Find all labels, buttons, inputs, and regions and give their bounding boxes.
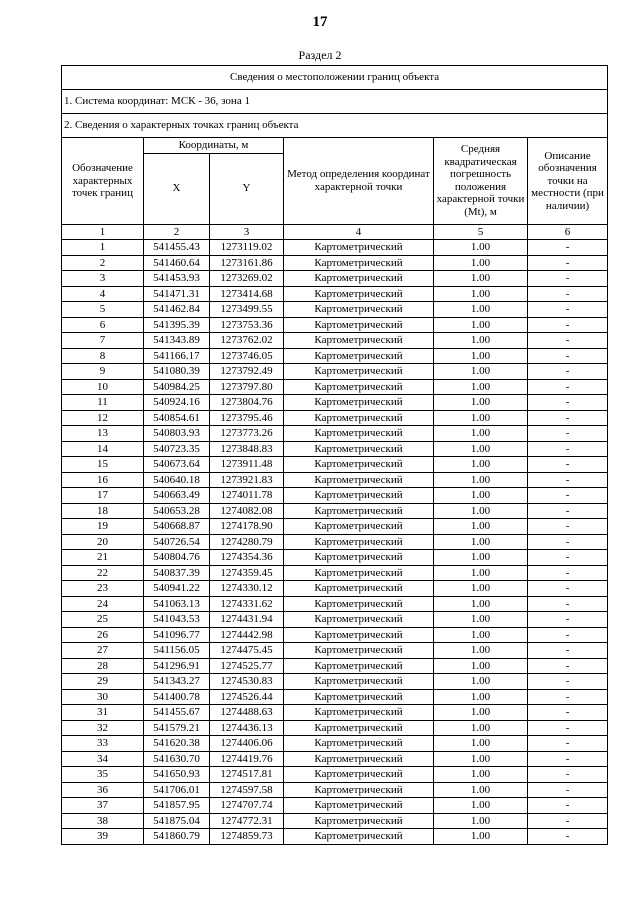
coord-y: 1273773.26	[210, 426, 284, 442]
header-error: Средняя квадратическая погрешность положения характерной точки (Mt), м	[434, 138, 528, 225]
method: Картометрический	[284, 333, 434, 349]
description: -	[528, 767, 608, 783]
error-mt: 1.00	[434, 379, 528, 395]
coord-x: 540726.54	[144, 534, 210, 550]
method: Картометрический	[284, 255, 434, 271]
point-number: 12	[62, 410, 144, 426]
point-number: 10	[62, 379, 144, 395]
description: -	[528, 348, 608, 364]
table-row	[62, 302, 608, 318]
coord-x: 541096.77	[144, 627, 210, 643]
method: Картометрический	[284, 286, 434, 302]
error-mt: 1.00	[434, 813, 528, 829]
coord-y: 1274597.58	[210, 782, 284, 798]
description: -	[528, 736, 608, 752]
table-row	[62, 674, 608, 690]
header-row-1	[62, 138, 608, 154]
error-mt: 1.00	[434, 782, 528, 798]
header-designation: Обозначение характерных точек границ	[62, 138, 144, 225]
method: Картометрический	[284, 240, 434, 256]
coord-x: 541343.89	[144, 333, 210, 349]
description: -	[528, 488, 608, 504]
point-number: 19	[62, 519, 144, 535]
coord-y: 1274082.08	[210, 503, 284, 519]
error-mt: 1.00	[434, 426, 528, 442]
error-mt: 1.00	[434, 255, 528, 271]
description: -	[528, 240, 608, 256]
description: -	[528, 813, 608, 829]
method: Картометрический	[284, 302, 434, 318]
table-row	[62, 720, 608, 736]
table-row	[62, 333, 608, 349]
header-coordinates: Координаты, м	[144, 138, 284, 154]
coord-y: 1274442.98	[210, 627, 284, 643]
error-mt: 1.00	[434, 751, 528, 767]
description: -	[528, 550, 608, 566]
method: Картометрический	[284, 457, 434, 473]
description: -	[528, 441, 608, 457]
point-number: 28	[62, 658, 144, 674]
coord-x: 541706.01	[144, 782, 210, 798]
coord-y: 1273797.80	[210, 379, 284, 395]
method: Картометрический	[284, 379, 434, 395]
coord-x: 541343.27	[144, 674, 210, 690]
table-row	[62, 643, 608, 659]
method: Картометрический	[284, 596, 434, 612]
column-number: 2	[144, 224, 210, 240]
error-mt: 1.00	[434, 798, 528, 814]
table-row	[62, 596, 608, 612]
coord-y: 1274359.45	[210, 565, 284, 581]
coord-y: 1273119.02	[210, 240, 284, 256]
point-number: 11	[62, 395, 144, 411]
table-row	[62, 813, 608, 829]
description: -	[528, 829, 608, 845]
point-number: 31	[62, 705, 144, 721]
method: Картометрический	[284, 720, 434, 736]
table-row	[62, 705, 608, 721]
point-number: 16	[62, 472, 144, 488]
table-row	[62, 395, 608, 411]
coord-x: 541860.79	[144, 829, 210, 845]
description: -	[528, 705, 608, 721]
coord-y: 1274526.44	[210, 689, 284, 705]
coord-y: 1274475.45	[210, 643, 284, 659]
error-mt: 1.00	[434, 472, 528, 488]
coord-y: 1274406.06	[210, 736, 284, 752]
column-number: 1	[62, 224, 144, 240]
table-row	[62, 612, 608, 628]
coord-x: 541620.38	[144, 736, 210, 752]
description: -	[528, 457, 608, 473]
coord-y: 1274707.74	[210, 798, 284, 814]
method: Картометрический	[284, 643, 434, 659]
table-row	[62, 317, 608, 333]
method: Картометрический	[284, 798, 434, 814]
error-mt: 1.00	[434, 720, 528, 736]
header-method: Метод определения координат характерной точки	[284, 138, 434, 225]
table-row	[62, 457, 608, 473]
point-number: 37	[62, 798, 144, 814]
point-number: 32	[62, 720, 144, 736]
method: Картометрический	[284, 689, 434, 705]
method: Картометрический	[284, 395, 434, 411]
point-number: 5	[62, 302, 144, 318]
method: Картометрический	[284, 736, 434, 752]
description: -	[528, 798, 608, 814]
method: Картометрический	[284, 348, 434, 364]
error-mt: 1.00	[434, 581, 528, 597]
method: Картометрический	[284, 271, 434, 287]
method: Картометрический	[284, 441, 434, 457]
boundary-points-table	[61, 65, 608, 845]
coord-x: 540640.18	[144, 472, 210, 488]
method: Картометрический	[284, 550, 434, 566]
coord-y: 1274530.83	[210, 674, 284, 690]
coord-y: 1273269.02	[210, 271, 284, 287]
method: Картометрический	[284, 612, 434, 628]
table-row	[62, 488, 608, 504]
coord-x: 541296.91	[144, 658, 210, 674]
point-number: 17	[62, 488, 144, 504]
coord-x: 540668.87	[144, 519, 210, 535]
point-number: 24	[62, 596, 144, 612]
method: Картометрический	[284, 767, 434, 783]
coord-x: 540854.61	[144, 410, 210, 426]
coord-y: 1273762.02	[210, 333, 284, 349]
table-row	[62, 286, 608, 302]
point-number: 13	[62, 426, 144, 442]
table-row	[62, 627, 608, 643]
point-number: 8	[62, 348, 144, 364]
error-mt: 1.00	[434, 689, 528, 705]
point-number: 18	[62, 503, 144, 519]
error-mt: 1.00	[434, 457, 528, 473]
coord-y: 1274488.63	[210, 705, 284, 721]
coord-y: 1273499.55	[210, 302, 284, 318]
description: -	[528, 534, 608, 550]
point-number: 39	[62, 829, 144, 845]
coord-y: 1274331.62	[210, 596, 284, 612]
point-number: 1	[62, 240, 144, 256]
table-row	[62, 767, 608, 783]
coord-y: 1273848.83	[210, 441, 284, 457]
table-row	[62, 255, 608, 271]
points-title-row	[62, 114, 608, 138]
coord-x: 541650.93	[144, 767, 210, 783]
description: -	[528, 302, 608, 318]
method: Картометрический	[284, 565, 434, 581]
table-row	[62, 782, 608, 798]
method: Картометрический	[284, 488, 434, 504]
coord-x: 540803.93	[144, 426, 210, 442]
error-mt: 1.00	[434, 333, 528, 349]
table-row	[62, 829, 608, 845]
description: -	[528, 379, 608, 395]
method: Картометрический	[284, 829, 434, 845]
coord-x: 541395.39	[144, 317, 210, 333]
table-row	[62, 271, 608, 287]
description: -	[528, 674, 608, 690]
table-row	[62, 689, 608, 705]
error-mt: 1.00	[434, 271, 528, 287]
point-number: 9	[62, 364, 144, 380]
coord-y: 1274436.13	[210, 720, 284, 736]
description: -	[528, 581, 608, 597]
description: -	[528, 627, 608, 643]
point-number: 23	[62, 581, 144, 597]
method: Картометрический	[284, 705, 434, 721]
table-row	[62, 441, 608, 457]
point-number: 7	[62, 333, 144, 349]
coord-x: 541156.05	[144, 643, 210, 659]
coord-y: 1273753.36	[210, 317, 284, 333]
table-row	[62, 426, 608, 442]
column-number: 3	[210, 224, 284, 240]
table-row	[62, 410, 608, 426]
coord-x: 540941.22	[144, 581, 210, 597]
error-mt: 1.00	[434, 829, 528, 845]
coord-y: 1274354.36	[210, 550, 284, 566]
coord-x: 541166.17	[144, 348, 210, 364]
coord-x: 541455.67	[144, 705, 210, 721]
table-row	[62, 379, 608, 395]
header-y: Y	[210, 153, 284, 224]
error-mt: 1.00	[434, 550, 528, 566]
description: -	[528, 255, 608, 271]
point-number: 21	[62, 550, 144, 566]
coord-x: 541857.95	[144, 798, 210, 814]
coord-y: 1274517.81	[210, 767, 284, 783]
coord-x: 541453.93	[144, 271, 210, 287]
coord-x: 541400.78	[144, 689, 210, 705]
description: -	[528, 643, 608, 659]
method: Картометрический	[284, 410, 434, 426]
coord-x: 541471.31	[144, 286, 210, 302]
point-number: 38	[62, 813, 144, 829]
coord-x: 541043.53	[144, 612, 210, 628]
method: Картометрический	[284, 627, 434, 643]
description: -	[528, 410, 608, 426]
coord-x: 540653.28	[144, 503, 210, 519]
coord-y: 1274772.31	[210, 813, 284, 829]
coord-system: 1. Система координат: МСК - 36, зона 1	[62, 90, 608, 114]
table-title: Сведения о местоположении границ объекта	[62, 66, 608, 90]
point-number: 22	[62, 565, 144, 581]
error-mt: 1.00	[434, 441, 528, 457]
coord-y: 1273161.86	[210, 255, 284, 271]
table-row	[62, 348, 608, 364]
coord-y: 1274859.73	[210, 829, 284, 845]
error-mt: 1.00	[434, 364, 528, 380]
coord-y: 1274280.79	[210, 534, 284, 550]
coord-x: 540663.49	[144, 488, 210, 504]
error-mt: 1.00	[434, 519, 528, 535]
error-mt: 1.00	[434, 643, 528, 659]
table-row	[62, 503, 608, 519]
error-mt: 1.00	[434, 565, 528, 581]
description: -	[528, 782, 608, 798]
error-mt: 1.00	[434, 767, 528, 783]
method: Картометрический	[284, 581, 434, 597]
description: -	[528, 689, 608, 705]
description: -	[528, 751, 608, 767]
point-number: 6	[62, 317, 144, 333]
error-mt: 1.00	[434, 317, 528, 333]
table-row	[62, 751, 608, 767]
point-number: 27	[62, 643, 144, 659]
table-row	[62, 364, 608, 380]
description: -	[528, 503, 608, 519]
coord-y: 1273911.48	[210, 457, 284, 473]
point-number: 3	[62, 271, 144, 287]
coord-y: 1274419.76	[210, 751, 284, 767]
point-number: 35	[62, 767, 144, 783]
error-mt: 1.00	[434, 503, 528, 519]
error-mt: 1.00	[434, 302, 528, 318]
description: -	[528, 271, 608, 287]
point-number: 26	[62, 627, 144, 643]
table-row	[62, 658, 608, 674]
description: -	[528, 364, 608, 380]
coord-system-row	[62, 90, 608, 114]
point-number: 25	[62, 612, 144, 628]
table-row	[62, 519, 608, 535]
table-row	[62, 550, 608, 566]
header-x: X	[144, 153, 210, 224]
error-mt: 1.00	[434, 612, 528, 628]
point-number: 20	[62, 534, 144, 550]
error-mt: 1.00	[434, 705, 528, 721]
coord-y: 1273795.46	[210, 410, 284, 426]
coord-y: 1274011.78	[210, 488, 284, 504]
column-number-row	[62, 224, 608, 240]
coord-x: 540673.64	[144, 457, 210, 473]
coord-x: 541630.70	[144, 751, 210, 767]
error-mt: 1.00	[434, 348, 528, 364]
coord-y: 1273746.05	[210, 348, 284, 364]
method: Картометрический	[284, 751, 434, 767]
description: -	[528, 720, 608, 736]
table-row	[62, 581, 608, 597]
description: -	[528, 472, 608, 488]
description: -	[528, 612, 608, 628]
point-number: 29	[62, 674, 144, 690]
point-number: 36	[62, 782, 144, 798]
error-mt: 1.00	[434, 674, 528, 690]
error-mt: 1.00	[434, 627, 528, 643]
coord-y: 1273414.68	[210, 286, 284, 302]
point-number: 30	[62, 689, 144, 705]
error-mt: 1.00	[434, 596, 528, 612]
error-mt: 1.00	[434, 658, 528, 674]
method: Картометрический	[284, 503, 434, 519]
error-mt: 1.00	[434, 240, 528, 256]
point-number: 33	[62, 736, 144, 752]
coord-x: 541455.43	[144, 240, 210, 256]
method: Картометрический	[284, 426, 434, 442]
table-row	[62, 534, 608, 550]
method: Картометрический	[284, 782, 434, 798]
coord-x: 540723.35	[144, 441, 210, 457]
header-description: Описание обозначения точки на местности (при наличии)	[528, 138, 608, 225]
description: -	[528, 565, 608, 581]
point-number: 34	[62, 751, 144, 767]
column-number: 5	[434, 224, 528, 240]
coord-y: 1274330.12	[210, 581, 284, 597]
coord-y: 1274178.90	[210, 519, 284, 535]
coord-x: 541460.64	[144, 255, 210, 271]
error-mt: 1.00	[434, 534, 528, 550]
error-mt: 1.00	[434, 395, 528, 411]
table-title-row	[62, 66, 608, 90]
method: Картометрический	[284, 813, 434, 829]
coord-x: 541063.13	[144, 596, 210, 612]
coord-y: 1274525.77	[210, 658, 284, 674]
section-title: Раздел 2	[298, 48, 342, 62]
table-row	[62, 472, 608, 488]
coord-y: 1273921.83	[210, 472, 284, 488]
coord-y: 1273804.76	[210, 395, 284, 411]
error-mt: 1.00	[434, 286, 528, 302]
description: -	[528, 286, 608, 302]
method: Картометрический	[284, 472, 434, 488]
coord-x: 541080.39	[144, 364, 210, 380]
coord-x: 540924.16	[144, 395, 210, 411]
method: Картометрический	[284, 317, 434, 333]
coord-x: 540837.39	[144, 565, 210, 581]
table-row	[62, 736, 608, 752]
description: -	[528, 333, 608, 349]
coord-x: 540804.76	[144, 550, 210, 566]
description: -	[528, 426, 608, 442]
error-mt: 1.00	[434, 736, 528, 752]
error-mt: 1.00	[434, 410, 528, 426]
method: Картометрический	[284, 364, 434, 380]
description: -	[528, 317, 608, 333]
coord-x: 541579.21	[144, 720, 210, 736]
point-number: 4	[62, 286, 144, 302]
description: -	[528, 519, 608, 535]
points-title: 2. Сведения о характерных точках границ объекта	[62, 114, 608, 138]
method: Картометрический	[284, 674, 434, 690]
table-row	[62, 798, 608, 814]
error-mt: 1.00	[434, 488, 528, 504]
coord-x: 541875.04	[144, 813, 210, 829]
table-row	[62, 240, 608, 256]
method: Картометрический	[284, 519, 434, 535]
coord-x: 541462.84	[144, 302, 210, 318]
description: -	[528, 395, 608, 411]
table-row	[62, 565, 608, 581]
point-number: 15	[62, 457, 144, 473]
coord-y: 1274431.94	[210, 612, 284, 628]
point-number: 14	[62, 441, 144, 457]
column-number: 6	[528, 224, 608, 240]
point-number: 2	[62, 255, 144, 271]
coord-y: 1273792.49	[210, 364, 284, 380]
column-number: 4	[284, 224, 434, 240]
method: Картометрический	[284, 658, 434, 674]
description: -	[528, 596, 608, 612]
description: -	[528, 658, 608, 674]
method: Картометрический	[284, 534, 434, 550]
coord-x: 540984.25	[144, 379, 210, 395]
page-number: 17	[312, 14, 328, 30]
